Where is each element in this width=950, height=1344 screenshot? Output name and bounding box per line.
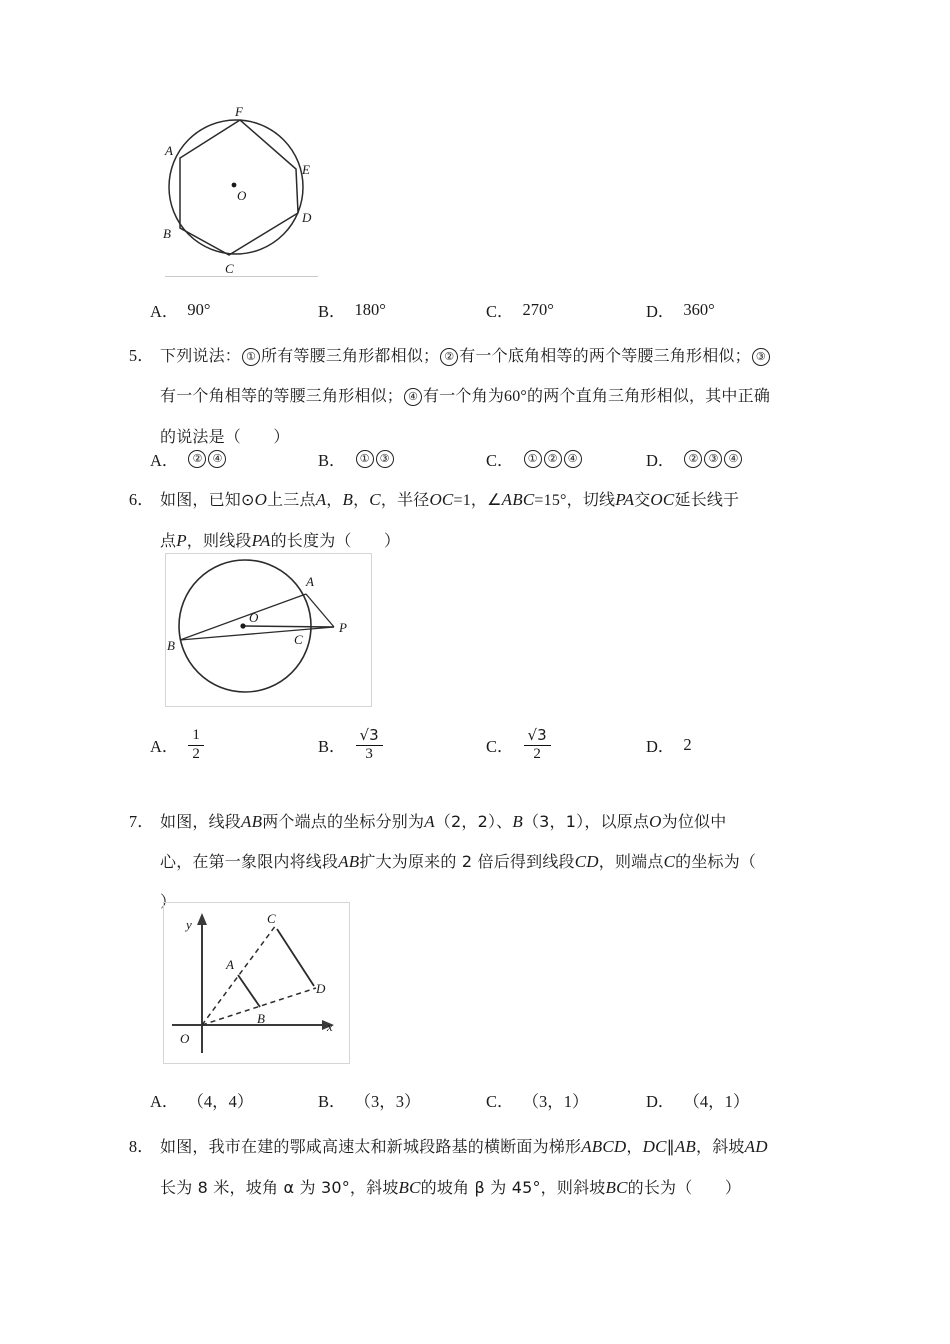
q8-var-ABCD: ABCD [581,1137,627,1156]
q4-option-c-label: C． [486,302,514,321]
q5-option-c[interactable] [486,447,646,471]
q7-option-a[interactable] [150,1088,318,1112]
q5-options [150,447,850,471]
q6-var-P: P [176,531,187,550]
q6-option-c-label: C． [486,737,514,757]
q8-line-1 [120,1127,820,1168]
q5-text-1b: 所有等腰三角形都相似； [261,346,440,365]
svg-text:D: D [316,981,326,996]
q6-option-a-label: A． [150,737,179,757]
q8-var-BC2: BC [605,1178,628,1197]
q5-option-b-c1: ① [356,450,374,468]
svg-text:A: A [165,143,173,158]
q4-figure-rule [165,276,318,277]
q5-line-1 [120,336,820,376]
q7-coordinate-figure [164,903,347,1061]
q6-option-d-value: 2 [683,735,692,755]
q8-t2c: 的长为（ ） [627,1178,742,1197]
q7-option-b-value: （3，3） [354,1092,421,1111]
q6-t1g: ，切线 [566,490,616,509]
q5-line-2 [120,376,820,417]
q7-option-a-label: A． [150,1092,179,1111]
q5-option-d-label: D． [646,451,675,470]
q6-block [120,480,820,561]
svg-text:P: P [339,620,347,635]
q5-text-1a: 下列说法： [160,346,242,365]
q5-circled-3: ③ [752,348,770,366]
q7-t1e: 为位似中 [661,812,727,831]
q7-t1c: 、 [496,812,513,831]
q7-var-AB2: AB [338,852,360,871]
q6-t1i: 延长线于 [674,490,740,509]
q6-t1a: 如图，已知⊙ [160,490,255,509]
q6-t2b: ，则线段 [186,531,252,550]
q6-option-d[interactable] [646,733,692,757]
q8-line-2 [120,1168,820,1208]
q7-var-O: O [649,812,662,831]
q6-option-b-label: B． [318,737,346,757]
q5-text-1c: 有一个底角相等的两个等腰三角形相似； [459,346,751,365]
q7-t2a: 心，在第一象限内将线段 [160,852,339,871]
q7-var-C: C [663,852,676,871]
svg-text:O: O [180,1031,190,1046]
q6-t1c: ， [326,490,343,509]
q5-circled-1: ① [242,348,260,366]
q6-abc-value: =15° [534,492,567,509]
q6-var-O: O [254,490,268,509]
q7-line-1 [120,802,820,842]
q4-option-b-value: 180° [354,300,386,319]
q8-t1c: ，斜坡 [696,1137,745,1156]
q7-option-d[interactable] [646,1088,749,1112]
q6-t1h: 交 [634,490,651,509]
q6-option-a-denominator: 2 [192,745,200,762]
q5-option-b[interactable] [318,447,486,471]
q8-number: 8． [128,1137,154,1156]
q7-t3: ） [160,892,177,911]
q6-var-PA: PA [615,490,635,509]
q7-t2b: 扩大为原来的 2 倍后得到线段 [359,852,575,871]
q4-option-a[interactable] [150,298,318,322]
q6-t1d: ， [353,490,370,509]
q6-option-a[interactable] [150,728,318,763]
q8-t2a: 长为 8 米，坡角 α 为 30°，斜坡 [160,1178,399,1197]
q6-option-d-label: D． [646,737,675,757]
q7-t2d: 的坐标为（ [675,852,757,871]
q7-t2c: ，则端点 [598,852,664,871]
svg-text:B: B [257,1011,265,1026]
q6-var-OC2: OC [650,490,675,509]
q5-angle-value: 60° [504,388,528,405]
q6-option-c-fraction [524,728,551,763]
q6-option-a-numerator: 1 [188,728,204,746]
q6-option-b-numerator: √3 [356,728,383,746]
q7-var-AB: AB [241,812,263,831]
q8-var-AB: AB [674,1137,696,1156]
svg-text:A: A [306,574,314,589]
q5-option-b-c2: ③ [376,450,394,468]
q8-t1a: 如图，我市在建的鄂咸高速太和新城段路基的横断面为梯形 [160,1137,582,1156]
q4-option-c-value: 270° [522,300,554,319]
q4-option-a-label: A． [150,302,179,321]
svg-text:B: B [167,638,175,653]
q5-option-a-c2: ④ [208,450,226,468]
q6-line-1 [120,480,820,521]
q5-text-2c: 的两个直角三角形相似，其中正确 [527,386,771,405]
q4-option-c[interactable] [486,298,646,322]
svg-text:A: A [226,957,234,972]
q7-option-c[interactable] [486,1088,646,1112]
svg-text:C: C [294,632,303,647]
q7-number: 7． [128,812,154,831]
svg-text:O: O [237,188,247,203]
q4-option-a-value: 90° [187,300,211,319]
q4-option-d[interactable] [646,298,715,322]
q4-hexagon-figure [163,100,323,278]
q6-var-A: A [315,490,327,509]
q6-option-b-fraction [356,728,383,763]
q6-options [150,728,850,763]
q6-var-PA2: PA [251,531,271,550]
q5-option-c-c3: ④ [564,450,582,468]
q4-option-b-label: B． [318,302,346,321]
q6-circle-tangent-figure [166,554,369,704]
q5-text-2b: 有一个角为 [423,386,505,405]
q7-line-2 [120,842,820,882]
q7-option-d-value: （4，1） [683,1092,750,1111]
svg-text:F: F [235,104,243,119]
q8-parallel-symbol: ∥ [666,1139,675,1156]
q6-var-C: C [369,490,381,509]
q7-option-a-value: （4，4） [187,1092,254,1111]
q8-var-DC: DC [642,1137,667,1156]
q6-t1e: ，半径 [380,490,430,509]
q8-var-BC: BC [398,1178,421,1197]
q5-text-2a: 有一个角相等的等腰三角形相似； [160,386,404,405]
q5-text-3: 的说法是（ ） [160,427,290,446]
svg-text:E: E [302,162,310,177]
q7-option-b[interactable] [318,1088,486,1112]
q6-option-c-numerator: √3 [524,728,551,746]
q6-option-c[interactable] [486,728,646,763]
q5-option-d-c1: ② [684,450,702,468]
q5-option-d-c3: ④ [724,450,742,468]
q5-option-b-label: B． [318,451,346,470]
q7-option-d-label: D． [646,1092,675,1111]
q6-option-b-denominator: 3 [365,745,373,762]
q5-option-d-c2: ③ [704,450,722,468]
q6-t1b: 上三点 [267,490,316,509]
q7-t1d: ，以原点 [584,812,650,831]
q5-block [120,336,820,457]
q6-number: 6． [128,490,154,509]
svg-text:B: B [163,226,171,241]
q6-option-c-denominator: 2 [533,745,541,762]
q5-option-d[interactable] [646,447,743,471]
q6-var-B: B [342,490,354,509]
q7-t1b: 两个端点的坐标分别为 [262,812,425,831]
svg-text:C: C [225,261,234,276]
q7-option-c-value: （3，1） [522,1092,589,1111]
q5-option-c-label: C． [486,451,514,470]
q8-var-AD: AD [744,1137,768,1156]
q7-var-A: A [424,812,435,831]
q5-circled-2: ② [440,348,458,366]
q4-option-b[interactable] [318,298,486,322]
q7-option-c-label: C． [486,1092,514,1111]
q7-coord-A: （2，2） [434,812,497,831]
q8-t1b: ， [626,1137,643,1156]
q6-t2a: 点 [160,531,177,550]
q6-t1f: ，∠ [470,490,502,509]
q7-options [150,1088,850,1112]
q7-option-b-label: B． [318,1092,346,1111]
q6-t2c: 的长度为（ ） [270,531,401,550]
q5-option-c-c1: ① [524,450,542,468]
q7-t1a: 如图，线段 [160,812,242,831]
q5-number: 5． [128,346,154,365]
q8-block [120,1127,820,1208]
svg-text:y: y [186,917,192,932]
svg-text:O: O [249,610,259,625]
q5-option-c-c2: ② [544,450,562,468]
q5-circled-4: ④ [404,388,422,406]
q6-option-b[interactable] [318,728,486,763]
q5-option-a-c1: ② [188,450,206,468]
q6-option-a-fraction [188,728,204,763]
q4-option-d-value: 360° [683,300,715,319]
q7-var-CD: CD [574,852,599,871]
q7-var-B: B [512,812,523,831]
q8-t2b: 的坡角 β 为 45°，则斜坡 [420,1178,606,1197]
q6-oc-value: =1 [453,492,471,509]
q4-option-d-label: D． [646,302,675,321]
svg-text:D: D [302,210,312,225]
q4-options [150,298,850,322]
svg-text:C: C [267,911,276,926]
q5-option-a-label: A． [150,451,179,470]
q6-var-OC: OC [429,490,454,509]
q7-coord-B: （3，1） [522,812,585,831]
q6-var-ABC: ABC [501,490,535,509]
q5-option-a[interactable] [150,447,318,471]
svg-text:x: x [327,1019,333,1034]
